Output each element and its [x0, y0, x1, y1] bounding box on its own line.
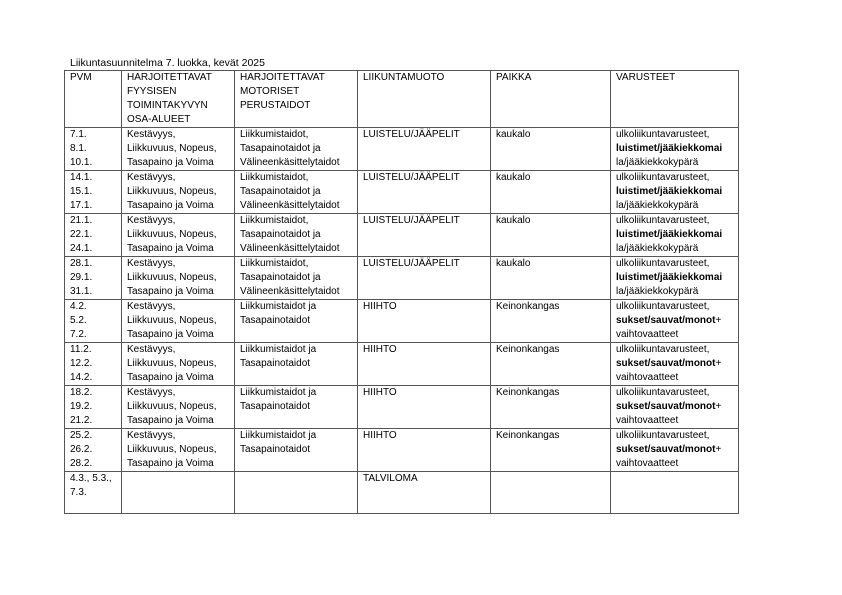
cell-line: Tasapainotaidot ja — [240, 229, 321, 240]
cell-line: Kestävyys, — [127, 301, 176, 312]
table-row — [65, 171, 739, 214]
cell-motor-skills — [235, 386, 358, 429]
cell-place — [491, 429, 611, 472]
cell-line: LUISTELU/JÄÄPELIT — [363, 172, 460, 183]
equipment-bold-text: sukset/sauvat/monot — [616, 358, 716, 369]
cell-dates — [65, 472, 122, 514]
cell-line: Keinonkangas — [496, 387, 560, 398]
cell-activity — [358, 214, 491, 257]
cell-line: Liikkuvuus, Nopeus, — [127, 444, 217, 455]
table-header-row — [65, 71, 739, 128]
cell-fitness-areas — [122, 257, 235, 300]
cell-motor-skills — [235, 343, 358, 386]
cell-line: vaihtovaatteet — [616, 372, 679, 383]
cell-line: ulkoliikuntavarusteet, — [616, 172, 710, 183]
cell-line: Liikkumistaidot, — [240, 129, 309, 140]
cell-line: Tasapaino ja Voima — [127, 243, 214, 254]
cell-line: Liikkuvuus, Nopeus, — [127, 143, 217, 154]
cell-line — [616, 357, 738, 371]
cell-line: Tasapainotaidot — [240, 358, 311, 369]
cell-fitness-areas — [122, 214, 235, 257]
header-place — [491, 71, 611, 128]
cell-line — [616, 228, 738, 242]
header-date — [65, 71, 122, 128]
header-line: TOIMINTAKYVYN — [127, 100, 208, 111]
cell-line: Kestävyys, — [127, 172, 176, 183]
cell-place — [491, 343, 611, 386]
cell-line: Liikkuvuus, Nopeus, — [127, 272, 217, 283]
cell-motor-skills — [235, 171, 358, 214]
cell-line: Kestävyys, — [127, 215, 176, 226]
cell-activity — [358, 171, 491, 214]
cell-line: Liikkuvuus, Nopeus, — [127, 315, 217, 326]
cell-line — [616, 400, 738, 414]
cell-line: 7.3. — [70, 487, 87, 498]
cell-line: 14.1. — [70, 172, 93, 183]
cell-line: kaukalo — [496, 215, 531, 226]
equipment-bold-text: sukset/sauvat/monot — [616, 401, 716, 412]
cell-line: 18.2. — [70, 387, 93, 398]
cell-line: 31.1. — [70, 286, 93, 297]
cell-line: 10.1. — [70, 157, 93, 168]
cell-line: 4.2. — [70, 301, 87, 312]
header-line: LIIKUNTAMUOTO — [363, 72, 445, 83]
cell-line: Tasapainotaidot ja — [240, 272, 321, 283]
table-row — [65, 343, 739, 386]
cell-line: Kestävyys, — [127, 387, 176, 398]
cell-line: Tasapainotaidot ja — [240, 186, 321, 197]
cell-fitness-areas — [122, 128, 235, 171]
cell-activity — [358, 300, 491, 343]
cell-motor-skills — [235, 300, 358, 343]
cell-line: LUISTELU/JÄÄPELIT — [363, 129, 460, 140]
header-fitness-areas — [122, 71, 235, 128]
cell-equipment — [611, 343, 739, 386]
cell-line: 5.2. — [70, 315, 87, 326]
cell-dates — [65, 171, 122, 214]
header-line: PAIKKA — [496, 72, 532, 83]
cell-line: kaukalo — [496, 258, 531, 269]
cell-line: Välineenkäsittelytaidot — [240, 243, 340, 254]
cell-line: 14.2. — [70, 372, 93, 383]
cell-line: 28.1. — [70, 258, 93, 269]
cell-line — [616, 271, 738, 285]
cell-line: 25.2. — [70, 430, 93, 441]
cell-equipment — [611, 128, 739, 171]
cell-line: Tasapaino ja Voima — [127, 329, 214, 340]
cell-line: 8.1. — [70, 143, 87, 154]
cell-line: ulkoliikuntavarusteet, — [616, 344, 710, 355]
equipment-suffix: + — [715, 401, 722, 412]
cell-line: Tasapaino ja Voima — [127, 286, 214, 297]
header-line: OSA-ALUEET — [127, 114, 191, 125]
cell-line: Liikkumistaidot ja — [240, 344, 317, 355]
cell-line: Liikkumistaidot, — [240, 215, 309, 226]
cell-line: 28.2. — [70, 458, 93, 469]
cell-line: kaukalo — [496, 129, 531, 140]
cell-place — [491, 128, 611, 171]
header-line: VARUSTEET — [616, 72, 676, 83]
equipment-suffix: + — [715, 315, 722, 326]
cell-line — [616, 142, 738, 156]
cell-activity — [358, 472, 491, 514]
cell-line: TALVILOMA — [363, 473, 418, 484]
cell-line: 7.2. — [70, 329, 87, 340]
cell-line: LUISTELU/JÄÄPELIT — [363, 258, 460, 269]
cell-line: Liikkuvuus, Nopeus, — [127, 229, 217, 240]
cell-line: vaihtovaatteet — [616, 415, 679, 426]
cell-dates — [65, 300, 122, 343]
cell-line: Tasapaino ja Voima — [127, 157, 214, 168]
cell-line: HIIHTO — [363, 387, 397, 398]
cell-line: 17.1. — [70, 200, 93, 211]
cell-line: HIIHTO — [363, 301, 397, 312]
cell-activity — [358, 257, 491, 300]
cell-line: la/jääkiekkokypärä — [616, 157, 699, 168]
equipment-suffix: + — [715, 444, 722, 455]
cell-line: 4.3., 5.3., — [70, 473, 112, 484]
cell-equipment — [611, 214, 739, 257]
cell-line: la/jääkiekkokypärä — [616, 243, 699, 254]
cell-line: 19.2. — [70, 401, 93, 412]
cell-line: HIIHTO — [363, 430, 397, 441]
cell-line: ulkoliikuntavarusteet, — [616, 301, 710, 312]
cell-line: Tasapainotaidot — [240, 315, 311, 326]
cell-line: 11.2. — [70, 344, 92, 355]
cell-equipment — [611, 257, 739, 300]
cell-line: Liikkumistaidot ja — [240, 387, 317, 398]
cell-line: Liikkuvuus, Nopeus, — [127, 358, 217, 369]
header-line: MOTORISET — [240, 86, 300, 97]
cell-line: 29.1. — [70, 272, 93, 283]
cell-dates — [65, 386, 122, 429]
equipment-bold-text: luistimet/jääkiekkomai — [616, 272, 723, 283]
cell-dates — [65, 257, 122, 300]
cell-fitness-areas — [122, 300, 235, 343]
cell-equipment — [611, 386, 739, 429]
cell-line: Kestävyys, — [127, 258, 176, 269]
equipment-bold-text: luistimet/jääkiekkomai — [616, 186, 723, 197]
cell-activity — [358, 386, 491, 429]
cell-motor-skills — [235, 257, 358, 300]
header-line: PERUSTAIDOT — [240, 100, 311, 111]
cell-fitness-areas — [122, 343, 235, 386]
cell-line: Tasapaino ja Voima — [127, 200, 214, 211]
cell-place — [491, 386, 611, 429]
cell-line: Välineenkäsittelytaidot — [240, 157, 340, 168]
cell-line: 21.1. — [70, 215, 93, 226]
cell-line: 21.2. — [70, 415, 93, 426]
cell-line: 7.1. — [70, 129, 87, 140]
cell-line: Liikkumistaidot, — [240, 172, 309, 183]
table-row — [65, 300, 739, 343]
cell-line: Liikkumistaidot, — [240, 258, 309, 269]
header-line: FYYSISEN — [127, 86, 177, 97]
header-line: PVM — [70, 72, 92, 83]
cell-line: Tasapaino ja Voima — [127, 458, 214, 469]
cell-line: la/jääkiekkokypärä — [616, 286, 699, 297]
cell-dates — [65, 214, 122, 257]
table-row — [65, 128, 739, 171]
cell-line: vaihtovaatteet — [616, 329, 679, 340]
cell-place — [491, 214, 611, 257]
cell-line: Välineenkäsittelytaidot — [240, 200, 340, 211]
cell-fitness-areas — [122, 171, 235, 214]
cell-line: 24.1. — [70, 243, 93, 254]
cell-line: 15.1. — [70, 186, 93, 197]
cell-line: HIIHTO — [363, 344, 397, 355]
table-row — [65, 386, 739, 429]
cell-line: Liikkumistaidot ja — [240, 301, 317, 312]
header-motor-skills — [235, 71, 358, 128]
cell-line: Liikkuvuus, Nopeus, — [127, 401, 217, 412]
cell-line: Kestävyys, — [127, 129, 176, 140]
equipment-bold-text: luistimet/jääkiekkomai — [616, 143, 723, 154]
cell-activity — [358, 429, 491, 472]
cell-line: kaukalo — [496, 172, 531, 183]
cell-line: Tasapainotaidot ja — [240, 143, 321, 154]
table-row — [65, 214, 739, 257]
cell-line — [616, 443, 738, 457]
cell-motor-skills — [235, 128, 358, 171]
cell-activity — [358, 128, 491, 171]
cell-line: Tasapaino ja Voima — [127, 415, 214, 426]
cell-line: Keinonkangas — [496, 430, 560, 441]
cell-line: Kestävyys, — [127, 430, 176, 441]
document-title: Liikuntasuunnitelma 7. luokka, kevät 2025 — [70, 57, 265, 69]
cell-line: ulkoliikuntavarusteet, — [616, 129, 710, 140]
header-line: HARJOITETTAVAT — [240, 72, 325, 83]
cell-line: 26.2. — [70, 444, 93, 455]
cell-dates — [65, 343, 122, 386]
cell-line: Liikkumistaidot ja — [240, 430, 317, 441]
cell-activity — [358, 343, 491, 386]
table-row — [65, 472, 739, 514]
cell-place — [491, 171, 611, 214]
cell-line: Liikkuvuus, Nopeus, — [127, 186, 217, 197]
cell-line: 22.1. — [70, 229, 93, 240]
cell-equipment — [611, 429, 739, 472]
cell-line: ulkoliikuntavarusteet, — [616, 215, 710, 226]
cell-line: Tasapaino ja Voima — [127, 372, 214, 383]
cell-line: 12.2. — [70, 358, 93, 369]
cell-place — [491, 257, 611, 300]
equipment-bold-text: luistimet/jääkiekkomai — [616, 229, 723, 240]
cell-line — [616, 314, 738, 328]
lesson-plan-table — [64, 70, 739, 514]
cell-line: la/jääkiekkokypärä — [616, 200, 699, 211]
table-row — [65, 429, 739, 472]
cell-line: ulkoliikuntavarusteet, — [616, 258, 710, 269]
cell-motor-skills — [235, 214, 358, 257]
cell-fitness-areas — [122, 386, 235, 429]
cell-fitness-areas — [122, 472, 235, 514]
cell-place — [491, 300, 611, 343]
cell-motor-skills — [235, 429, 358, 472]
equipment-bold-text: sukset/sauvat/monot — [616, 315, 716, 326]
cell-line: Tasapainotaidot — [240, 444, 311, 455]
header-activity — [358, 71, 491, 128]
cell-line: LUISTELU/JÄÄPELIT — [363, 215, 460, 226]
header-line: HARJOITETTAVAT — [127, 72, 212, 83]
cell-fitness-areas — [122, 429, 235, 472]
cell-line: Välineenkäsittelytaidot — [240, 286, 340, 297]
cell-line: Kestävyys, — [127, 344, 176, 355]
cell-dates — [65, 128, 122, 171]
cell-line: ulkoliikuntavarusteet, — [616, 387, 710, 398]
cell-line: Keinonkangas — [496, 301, 560, 312]
cell-dates — [65, 429, 122, 472]
header-equipment — [611, 71, 739, 128]
cell-line: ulkoliikuntavarusteet, — [616, 430, 710, 441]
cell-motor-skills — [235, 472, 358, 514]
cell-line: vaihtovaatteet — [616, 458, 679, 469]
table-row — [65, 257, 739, 300]
cell-equipment — [611, 300, 739, 343]
cell-equipment — [611, 171, 739, 214]
equipment-bold-text: sukset/sauvat/monot — [616, 444, 716, 455]
cell-line: Tasapainotaidot — [240, 401, 311, 412]
cell-equipment — [611, 472, 739, 514]
cell-line: Keinonkangas — [496, 344, 560, 355]
equipment-suffix: + — [715, 358, 722, 369]
cell-line — [616, 185, 738, 199]
cell-place — [491, 472, 611, 514]
